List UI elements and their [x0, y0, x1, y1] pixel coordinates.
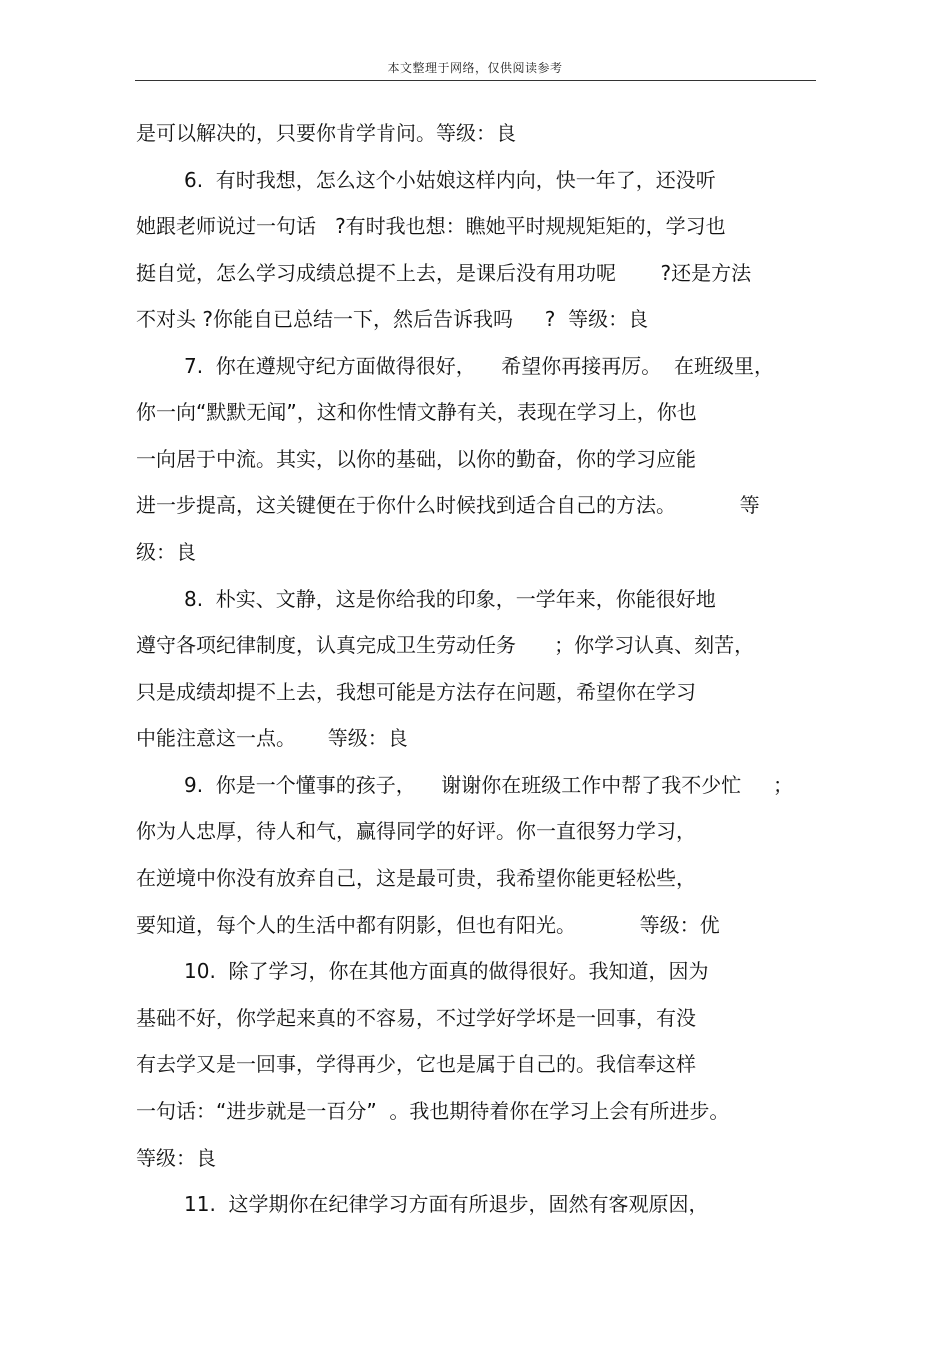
text-line: 8. 朴实、文静，这是你给我的印象，一学年来，你能很好地: [184, 587, 716, 611]
text-line: 遵守各项纪律制度，认真完成卫生劳动任务 ；你学习认真、刻苦，: [136, 633, 755, 657]
text-line: 要知道，每个人的生活中都有阴影，但也有阳光。 等级：优: [136, 913, 720, 937]
text-line: 6. 有时我想，怎么这个小姑娘这样内向，快一年了，还没听: [184, 168, 716, 192]
header-divider: [135, 80, 816, 81]
text-line: 是可以解决的，只要你肯学肯问。等级：良: [136, 121, 516, 145]
text-line: 有去学又是一回事，学得再少，它也是属于自己的。我信奉这样: [136, 1052, 696, 1076]
text-line: 7. 你在遵规守纪方面做得很好， 希望你再接再厉。 在班级里，: [184, 354, 774, 378]
text-line: 10. 除了学习，你在其他方面真的做得很好。我知道，因为: [184, 959, 709, 983]
text-line: 11. 这学期你在纪律学习方面有所退步，固然有客观原因，: [184, 1192, 709, 1216]
text-line: 一句话：“进步就是一百分” 。我也期待着你在学习上会有所进步。: [136, 1099, 730, 1123]
text-line: 只是成绩却提不上去，我想可能是方法存在问题，希望你在学习: [136, 680, 696, 704]
text-line: 中能注意这一点。 等级：良: [136, 726, 408, 750]
text-line: 等级：良: [136, 1146, 216, 1170]
text-line: 她跟老师说过一句话 ?有时我也想：瞧她平时规规矩矩的，学习也: [136, 214, 726, 238]
text-line: 基础不好，你学起来真的不容易，不过学好学坏是一回事，有没: [136, 1006, 696, 1030]
text-line: 一向居于中流。其实，以你的基础，以你的勤奋，你的学习应能: [136, 447, 696, 471]
text-line: 你一向“默默无闻”，这和你性情文静有关，表现在学习上，你也: [136, 400, 697, 424]
text-line: 进一步提高，这关键便在于你什么时候找到适合自己的方法。 等: [136, 493, 760, 517]
text-line: 你为人忠厚，待人和气，赢得同学的好评。你一直很努力学习，: [136, 819, 696, 843]
text-line: 挺自觉，怎么学习成绩总提不上去，是课后没有用功呢 ?还是方法: [136, 261, 752, 285]
page-header: 本文整理于网络，仅供阅读参考: [387, 61, 563, 75]
text-line: 9. 你是一个懂事的孩子， 谢谢你在班级工作中帮了我不少忙 ；: [184, 773, 794, 797]
text-line: 级：良: [136, 540, 196, 564]
text-line: 在逆境中你没有放弃自己，这是最可贵，我希望你能更轻松些，: [136, 866, 696, 890]
text-line: 不对头 ?你能自已总结一下，然后告诉我吗 ? 等级：良: [136, 307, 649, 331]
